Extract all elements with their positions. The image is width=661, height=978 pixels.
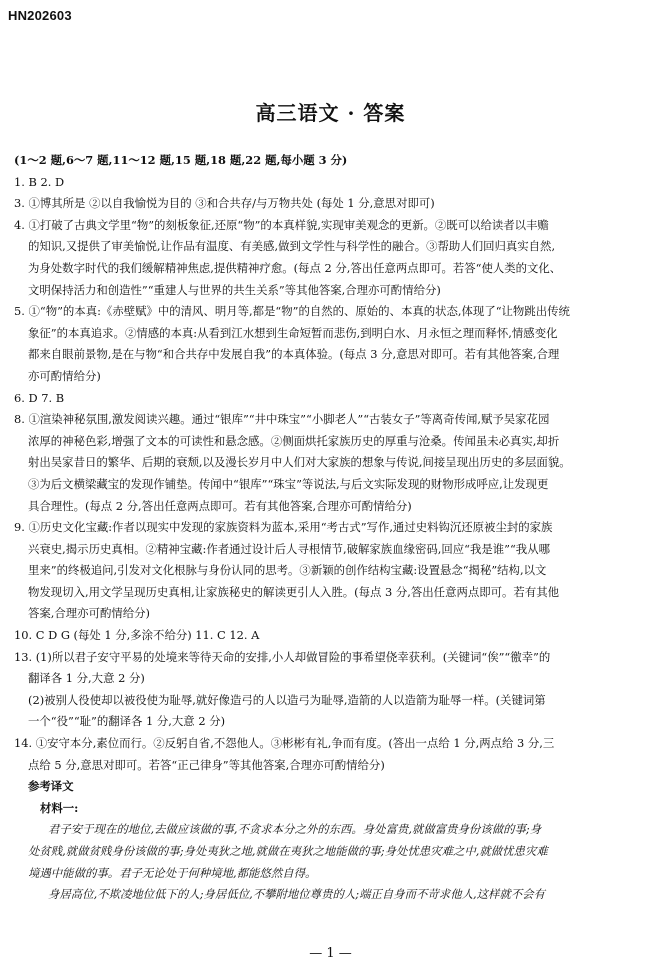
answer-line: 点给 5 分,意思对即可。若答“正己律身”等其他答案,合理亦可酌情给分)	[28, 757, 385, 772]
answer-line: 具合理性。(每点 2 分,答出任意两点即可。若有其他答案,合理亦可酌情给分)	[28, 498, 412, 513]
answer-body	[14, 150, 650, 906]
answer-line: 13. (1)所以君子安守平易的处境来等待天命的安排,小人却做冒险的事希望侥幸获利。(关键词“俟”“徼幸”的	[14, 649, 551, 664]
score-note: (1～2 题,6～7 题,11～12 题,15 题,18 题,22 题,每小题 3 分)	[14, 153, 348, 167]
answer-line: 象征”的本真追求。②情感的本真:从看到江水想到生命短暂而悲伤,到明白水、月永恒之理而释怀,情感变化	[28, 325, 558, 340]
answer-line: 翻译各 1 分,大意 2 分)	[28, 671, 145, 686]
answer-line: ③为后文横梁藏宝的发现作铺垫。传闻中“银库”“珠宝”等说法,与后文实际发现的财物形成呼应,让发现更	[28, 476, 549, 491]
answer-line: 浓厚的神秘色彩,增强了文本的可读性和悬念感。②侧面烘托家族历史的厚重与沧桑。传闻虽未必真实,却折	[28, 433, 560, 448]
answer-line: 答案,合理亦可酌情给分)	[28, 606, 150, 621]
answer-line: 射出吴家昔日的繁华、后期的衰颓,以及漫长岁月中人们对大家族的想象与传说,间接呈现出历史的多层面貌。	[28, 455, 571, 470]
document-code: HN202603	[8, 8, 72, 23]
answer-line: 14. ①安守本分,素位而行。②反躬自省,不怨他人。③彬彬有礼,争而有度。(答出一点给 1 分,两点给 3 分,三	[14, 736, 555, 751]
translation-line: 身居高位,不欺凌地位低下的人;身居低位,不攀附地位尊贵的人;端正自身而不苛求他人,这样就不会有	[48, 887, 545, 902]
answer-line: 物发现切入,用文学呈现历史真相,让家族秘史的解读更引人入胜。(每点 3 分,答出任意两点即可。若有其他	[28, 584, 559, 599]
translation-line: 处贫贱,就做贫贱身份该做的事;身处夷狄之地,就做在夷狄之地能做的事;身处忧患灾难之中,就做忧患灾难	[28, 844, 548, 858]
page-number: — 1 —	[309, 946, 352, 961]
answer-line: 都来自眼前景物,是在与物“和合共存中发展自我”的本真体验。(每点 3 分,意思对即可。若有其他答案,合理	[28, 347, 560, 362]
answer-line: 4. ①打破了古典文学里“物”的刻板象征,还原“物”的本真样貌,实现审美观念的更新。②既可以给读者以丰赡	[14, 217, 549, 232]
answer-line: (2)被别人役使却以被役使为耻辱,就好像造弓的人以造弓为耻辱,造箭的人以造箭为耻辱一样。(关键词第	[28, 692, 546, 707]
answer-line: 兴衰史,揭示历史真相。②精神宝藏:作者通过设计后人寻根情节,破解家族血缘密码,回应“我是谁”“我从哪	[28, 541, 550, 556]
answer-line: 为身处数字时代的我们缓解精神焦虑,提供精神疗愈。(每点 2 分,答出任意两点即可。若答“使人类的文化、	[28, 260, 562, 275]
answer-line: 文明保持活力和创造性”“重建人与世界的共生关系”等其他答案,合理亦可酌情给分)	[28, 282, 441, 297]
answer-line: 10. C D G (每处 1 分,多涂不给分) 11. C 12. A	[14, 628, 260, 643]
answer-line: 里来”的终极追问,引发对文化根脉与身份认同的思考。③新颖的创作结构宝藏:设置悬念“揭秘”结构,以文	[28, 563, 547, 578]
material-heading: 材料一:	[40, 800, 79, 815]
answer-line: 6. D 7. B	[14, 390, 65, 405]
translation-line: 境遇中能做的事。君子无论处于何种境地,都能悠然自得。	[28, 865, 317, 880]
answer-line: 5. ①“物”的本真:《赤壁赋》中的清风、明月等,都是“物”的自然的、原始的、本真的状态,体现了“让物跳出传统	[14, 304, 570, 319]
translation-line: 君子安于现在的地位,去做应该做的事,不贪求本分之外的东西。身处富贵,就做富贵身份该做的事;身	[48, 822, 542, 837]
answer-line: 的知识,又提供了审美愉悦,让作品有温度、有美感,做到文学性与科学性的融合。③帮助人们回归真实自然,	[28, 239, 556, 254]
answer-line: 亦可酌情给分)	[28, 368, 101, 383]
answer-line: 3. ①博其所是 ②以自我愉悦为目的 ③和合共存/与万物共处 (每处 1 分,意思对即可)	[14, 196, 435, 211]
page-title: 高三语文 · 答案	[255, 101, 406, 125]
answer-line: 8. ①渲染神秘氛围,激发阅读兴趣。通过“银库”“井中珠宝”“小脚老人”“古装女子”等离奇传闻,赋予吴家花园	[14, 412, 550, 427]
section-heading: 参考译文	[28, 779, 74, 794]
answer-line: 1. B 2. D	[14, 174, 65, 189]
answer-line: 一个“役”“耻”的翻译各 1 分,大意 2 分)	[28, 714, 226, 729]
answer-line: 9. ①历史文化宝藏:作者以现实中发现的家族资料为蓝本,采用“考古式”写作,通过史料钩沉还原被尘封的家族	[14, 520, 553, 535]
